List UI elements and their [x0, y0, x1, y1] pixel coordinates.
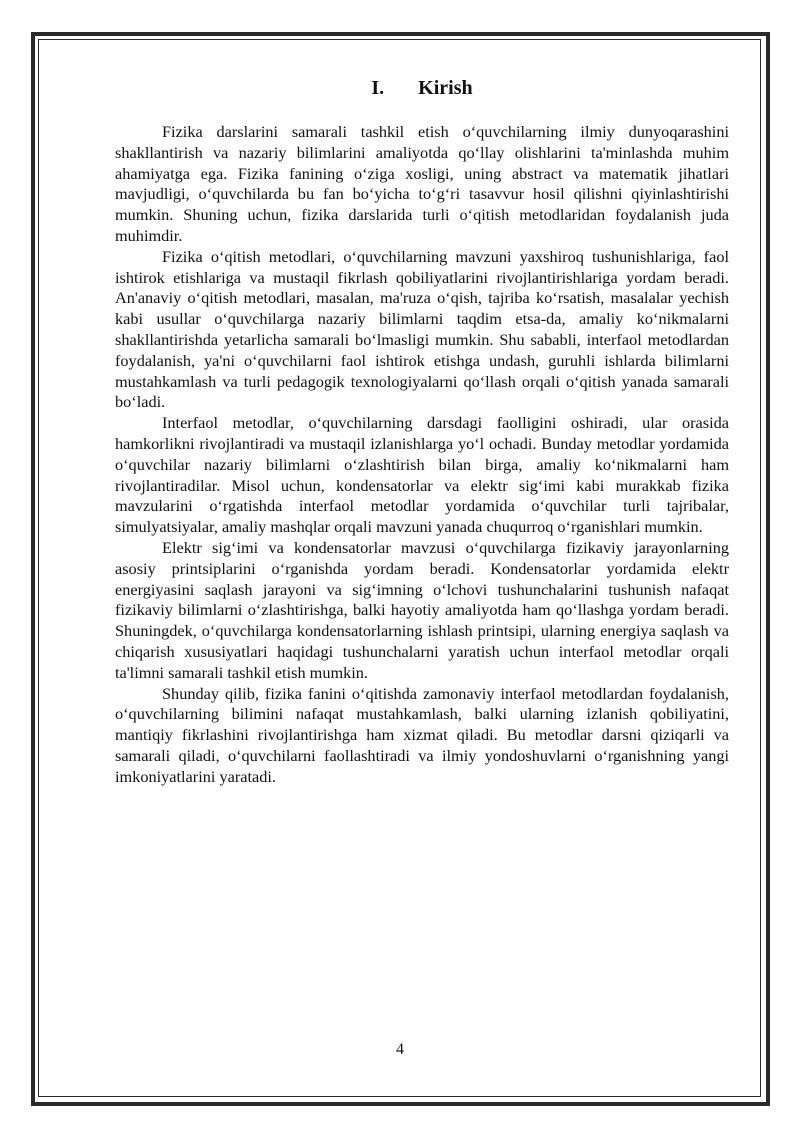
section-title: Kirish: [418, 77, 473, 99]
paragraph-2: Fizika o‘qitish metodlari, o‘quvchilarning mavzuni yaxshiroq tushunishlariga, faol ishtirok etishlariga va mustaqil fikrlash qobiliyatlarini rivojlantirishlariga yordam beradi. An'anaviy o‘qitish metodlari, masalan, ma'ruza o‘qish, tajriba ko‘rsatish, masalalar yechish kabi usullar o‘quvchilarga nazariy bilimlarni taqdim etsa-da, amaliy ko‘nikmalarni shakllantirishda yetarlicha samarali bo‘lmasligi mumkin. Shu sababli, interfaol metodlardan foydalanish, ya'ni o‘quvchilarni faol ishtirok etishga undash, guruhli ishlarda bilimlarni mustahkamlash va turli pedagogik texnologiyalarni qo‘llash orqali o‘qitish yanada samarali bo‘ladi.: [115, 246, 729, 412]
paragraph-4: Elektr sig‘imi va kondensatorlar mavzusi o‘quvchilarga fizikaviy jarayonlarning asosiy printsiplarini o‘rganishda yordam beradi. Kondensatorlar yordamida elektr energiyasini saqlash jarayoni va sig‘imning o‘lchovi tushunchalarini tushunish nafaqat fizikaviy bilimlarni o‘zlashtirishga, balki hayotiy amaliyotda ham qo‘llashga yordam beradi. Shuningdek, o‘quvchilarga kondensatorlarning ishlash printsipi, ularning energiya saqlash va chiqarish xususiyatlari haqidagi tushunchalarni yaratish uchun interfaol metodlar orqali ta'limni samarali tashkil etish mumkin.: [115, 537, 729, 682]
paragraph-3: Interfaol metodlar, o‘quvchilarning darsdagi faolligini oshiradi, ular orasida hamkorlikni rivojlantiradi va mustaqil izlanishlarga yo‘l ochadi. Bunday metodlar yordamida o‘quvchilar nazariy bilimlarni o‘zlashtirish bilan birga, amaliy ko‘nikmalarni ham rivojlantiradilar. Misol uchun, kondensatorlar va elektr sig‘imi kabi murakkab fizika mavzularini o‘rgatishda interfaol metodlar yordamida o‘quvchilar turli tajribalar, simulyatsiyalar, amaliy mashqlar orqali mavzuni yanada chuqurroq o‘rganishlari mumkin.: [115, 413, 729, 537]
page-content: [115, 74, 729, 788]
paragraph-1: Fizika darslarini samarali tashkil etish o‘quvchilarning ilmiy dunyoqarashini shakllantirish va nazariy bilimlarini amaliyotda qo‘llay olishlarini ta'minlashda muhim ahamiyatga ega. Fizika fanining o‘ziga xosligi, uning abstract va matematik jihatlari mavjudligi, o‘quvchilarda bu fan bo‘yicha to‘g‘ri tasavvur hosil qilishni qiyinlashtirishi mumkin. Shuning uchun, fizika darslarida turli o‘qitish metodlaridan foydalanish juda muhimdir.: [115, 122, 729, 245]
paragraph-5: Shunday qilib, fizika fanini o‘qitishda zamonaviy interfaol metodlardan foydalanish, o‘quvchilarning bilimini nafaqat mustahkamlash, balki ularning izlanish qobiliyatini, mantiqiy fikrlashini rivojlantirishga ham xizmat qiladi. Bu metodlar darsni qiziqarli va samarali qiladi, o‘quvchilarni faollashtiradi va ilmiy yondoshuvlarni o‘rganishning yangi imkoniyatlarini yaratadi.: [115, 683, 729, 786]
page-number: 4: [396, 1041, 404, 1058]
section-number: I.: [371, 77, 385, 99]
section-heading: [115, 74, 729, 102]
